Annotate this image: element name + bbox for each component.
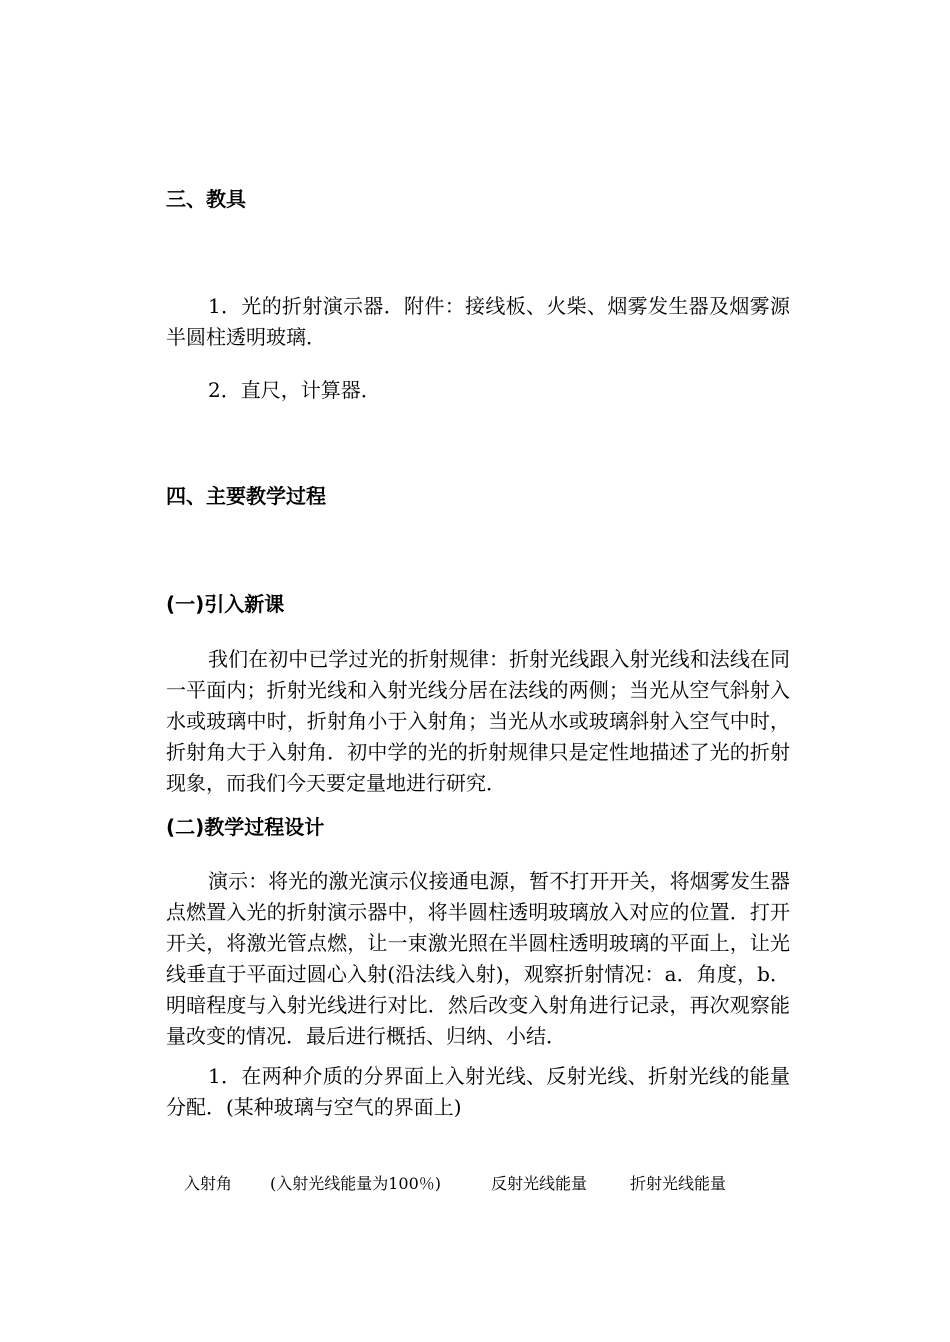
table-header-incident-energy: (入射光线能量为100％): [270, 1174, 442, 1193]
table-header-refracted-energy: 折射光线能量: [630, 1174, 727, 1193]
table-header-incidence-angle: 入射角: [184, 1174, 233, 1193]
part-1-heading: (一)引入新课: [166, 592, 285, 616]
energy-table-header-row: [0, 1172, 950, 1196]
section-3-heading: 三、教具: [166, 187, 246, 211]
part-1-paragraph: 我们在初中已学过光的折射规律：折射光线跟入射光线和法线在同一平面内；折射光线和入射光线分居在法线的两侧；当光从空气斜射入水或玻璃中时，折射角小于入射角；当光从水或玻璃斜射入空气中时，折射角大于入射角．初中学的光的折射规律只是定性地描述了光的折射现象，而我们今天要定量地进行研究．: [166, 647, 790, 795]
section-3-item-2: 2．直尺，计算器．: [208, 378, 381, 402]
part-2-paragraph: 演示：将光的激光演示仪接通电源，暂不打开开关，将烟雾发生器点燃置入光的折射演示器中，将半圆柱透明玻璃放入对应的位置．打开开关，将激光管点燃，让一束激光照在半圆柱透明玻璃的平面上，让光线垂直于平面过圆心入射(沿法线入射)，观察折射情况：a．角度，b．明暗程度与入射光线进行对比．然后改变入射角进行记录，再次观察能量改变的情况．最后进行概括、归纳、小结．: [166, 869, 790, 1048]
section-3-item-1: 1．光的折射演示器．附件：接线板、火柴、烟雾发生器及烟雾源半圆柱透明玻璃．: [166, 294, 790, 349]
part-2-heading: (二)教学过程设计: [166, 815, 325, 839]
part-2-item-1: 1．在两种介质的分界面上入射光线、反射光线、折射光线的能量分配．(某种玻璃与空气的界面上): [166, 1064, 790, 1119]
section-4-heading: 四、主要教学过程: [166, 484, 326, 508]
table-header-reflected-energy: 反射光线能量: [491, 1174, 588, 1193]
